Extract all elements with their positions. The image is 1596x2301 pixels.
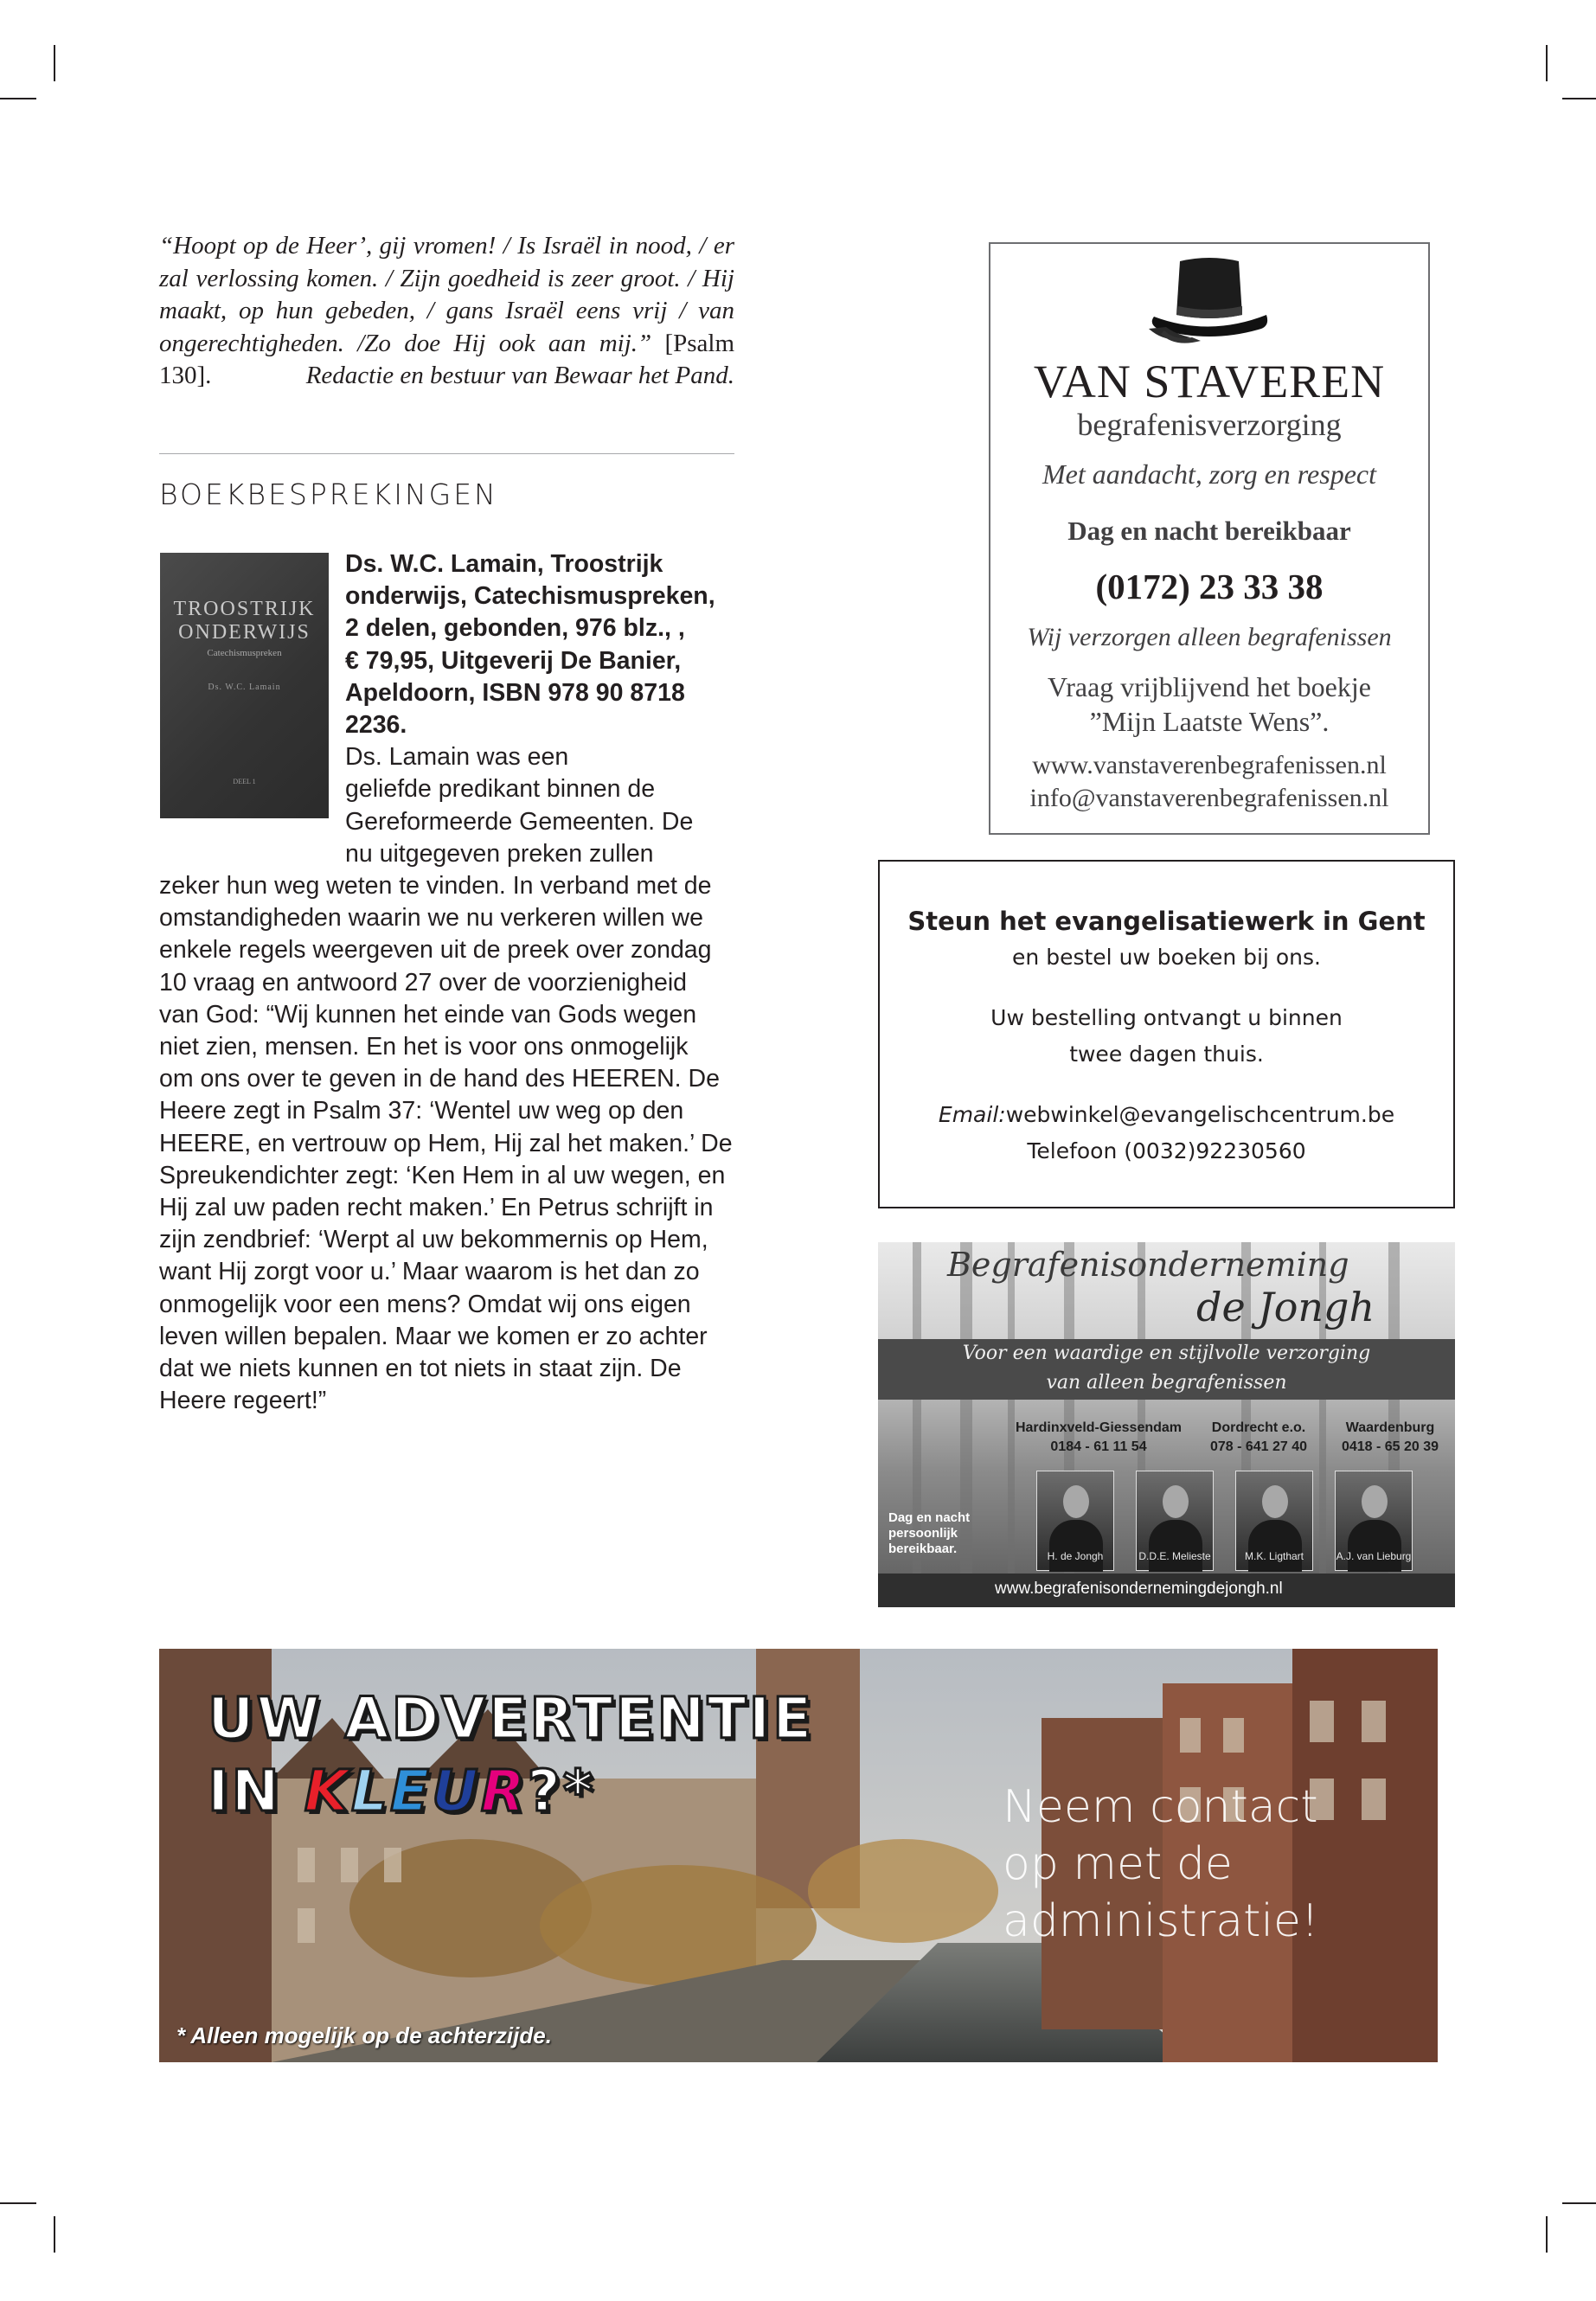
person-name: M.K. Ligthart bbox=[1244, 1550, 1304, 1562]
ad-booklet-line: ”Mijn Laatste Wens”. bbox=[1089, 706, 1330, 737]
availability-line: Dag en nacht bbox=[888, 1510, 971, 1525]
crop-mark bbox=[1546, 2216, 1548, 2253]
ad-location-phone: 0418 - 65 20 39 bbox=[1341, 1439, 1439, 1454]
ad-business-type: begrafenisverzorging bbox=[1077, 407, 1342, 442]
section-divider bbox=[159, 453, 734, 454]
crop-mark bbox=[1546, 45, 1548, 81]
book-review bbox=[159, 548, 735, 1417]
color-ad-banner bbox=[159, 1649, 1438, 2062]
banner-prefix: IN bbox=[208, 1758, 304, 1824]
review-text-line: Heere regeert!” bbox=[159, 1387, 327, 1415]
kleur-letter: L bbox=[350, 1758, 390, 1824]
review-text-line: Gereformeerde Gemeenten. De bbox=[345, 807, 694, 836]
review-text-line: omstandigheden waarin we nu verkeren willen we bbox=[159, 904, 703, 933]
review-text-line: om ons over te geven in de hand des HEEREN. De bbox=[159, 1065, 720, 1093]
ad-text-line: Uw bestelling ontvangt u binnen bbox=[990, 1005, 1343, 1030]
review-heading-line: Ds. W.C. Lamain, Troostrijk bbox=[345, 550, 663, 578]
crop-mark bbox=[0, 2202, 36, 2204]
ad-booklet-line: Vraag vrijblijvend het boekje bbox=[1048, 671, 1371, 702]
crop-mark bbox=[54, 45, 55, 81]
ad-slogan-line: van alleen begrafenissen bbox=[1046, 1372, 1287, 1394]
review-text-line: Spreukendichter zegt: ‘Ken Hem in al uw wegen, en bbox=[159, 1161, 726, 1189]
review-heading-line: onderwijs, Catechismuspreken, bbox=[345, 582, 715, 611]
review-text-line: Heere zegt in Psalm 37: ‘Wentel uw weg op den bbox=[159, 1097, 684, 1125]
review-text-line: enkele regels weergeven uit de preek over zondag bbox=[159, 936, 712, 965]
ad-website-link[interactable]: www.vanstaverenbegrafenissen.nl bbox=[1032, 751, 1387, 779]
kleur-letter: K bbox=[304, 1758, 351, 1824]
banner-suffix: ?* bbox=[527, 1758, 596, 1824]
crop-mark bbox=[1562, 98, 1596, 99]
review-text-line: zeker hun weg weten te vinden. In verband met de bbox=[159, 872, 712, 901]
quote-text: “Hoopt op de Heer’, gij vromen! / Is Israël in nood, / er zal verlossing komen. / Zijn goedheid is zeer groot. / Hij maakt, op hun gebeden, / gans Israël eens vrij / van ongerechtigheden. /Zo doe Hij ook aan mij.” bbox=[159, 232, 734, 357]
banner-headline-2 bbox=[208, 1758, 595, 1824]
quote-reference: [Psalm 130]. bbox=[159, 329, 734, 389]
ad-business-name: VAN STAVEREN bbox=[1033, 356, 1386, 407]
email-label: Email: bbox=[938, 1102, 1006, 1127]
ad-email-link[interactable]: webwinkel@evangelischcentrum.be bbox=[1005, 1102, 1395, 1127]
review-text-line: geliefde predikant binnen de bbox=[345, 775, 656, 804]
review-text-line: niet zien, mensen. En het is voor ons onmogelijk bbox=[159, 1033, 689, 1061]
contact-line: administratie! bbox=[1003, 1895, 1319, 1947]
review-text-line: HEERE, en vertrouw op Hem, Hij zal het maken.’ De bbox=[159, 1129, 733, 1157]
review-text-line: 10 vraag en antwoord 27 over de voorzienigheid bbox=[159, 968, 687, 997]
review-text-line: leven willen bepalen. Maar we komen er zo achter bbox=[159, 1322, 708, 1350]
review-text-line: nu uitgegeven preken zullen bbox=[345, 839, 654, 868]
availability-line: bereikbaar. bbox=[888, 1541, 958, 1556]
ad-location: Dordrecht e.o. bbox=[1211, 1420, 1306, 1435]
book-cover-title-2: ONDERWIJS bbox=[178, 621, 311, 644]
book-cover-author: Ds. W.C. Lamain bbox=[208, 683, 281, 692]
ad-tagline: Met aandacht, zorg en respect bbox=[1042, 458, 1376, 490]
review-heading-line: 2 delen, gebonden, 976 blz., , bbox=[345, 614, 685, 643]
review-heading-line: € 79,95, Uitgeverij De Banier, bbox=[345, 646, 682, 675]
ad-phone: Telefoon (0032)92230560 bbox=[1027, 1138, 1306, 1163]
banner-headline: UW ADVERTENTIE bbox=[208, 1685, 815, 1752]
review-text-line: Ds. Lamain was een bbox=[345, 743, 569, 772]
availability-line: persoonlijk bbox=[888, 1526, 958, 1541]
review-text-line: zijn zendbrief: ‘Werpt al uw bekommernis op Hem, bbox=[159, 1226, 708, 1254]
book-cover-volume: DEEL 1 bbox=[233, 778, 256, 785]
ad-availability: Dag en nacht bereikbaar bbox=[1067, 516, 1351, 546]
review-heading-line: Apeldoorn, ISBN 978 90 8718 bbox=[345, 678, 685, 707]
crop-mark bbox=[54, 2216, 55, 2253]
top-hat-icon bbox=[1140, 254, 1279, 349]
review-heading-line: 2236. bbox=[345, 711, 407, 740]
ad-title: Begrafenisonderneming bbox=[947, 1246, 1349, 1284]
kleur-letter: R bbox=[480, 1758, 528, 1824]
ad-service-note: Wij verzorgen alleen begrafenissen bbox=[1027, 623, 1392, 651]
kleur-letter: U bbox=[432, 1758, 481, 1824]
ad-location-phone: 078 - 641 27 40 bbox=[1209, 1439, 1308, 1454]
ad-text-line: en bestel uw boeken bij ons. bbox=[1012, 945, 1321, 970]
crop-mark bbox=[0, 98, 36, 99]
ad-de-jongh bbox=[878, 1242, 1455, 1607]
ad-location: Waardenburg bbox=[1345, 1420, 1435, 1435]
ad-location: Hardinxveld-Giessendam bbox=[1015, 1420, 1183, 1435]
ad-slogan-band bbox=[878, 1339, 1455, 1400]
ad-evangelisatie-gent bbox=[878, 860, 1455, 1208]
crop-mark bbox=[1562, 2202, 1596, 2204]
review-text-line: onmogelijk voor een mens? Omdat wij ons eigen bbox=[159, 1290, 691, 1318]
person-name: H. de Jongh bbox=[1047, 1550, 1104, 1562]
ad-website-link[interactable]: www.begrafenisondernemingdejongh.nl bbox=[995, 1580, 1283, 1598]
ad-email-link[interactable]: info@vanstaverenbegrafenissen.nl bbox=[1029, 784, 1389, 812]
quote-signoff: Redactie en bestuur van Bewaar het Pand. bbox=[305, 362, 734, 389]
ad-van-staveren bbox=[989, 242, 1430, 835]
contact-line: Neem contact bbox=[1003, 1781, 1318, 1833]
review-text-line: want Hij zorgt voor u.’ Maar waarom is het dan zo bbox=[159, 1258, 700, 1286]
book-cover-title-1: TROOSTRIJK bbox=[173, 598, 316, 620]
banner-footnote: * Alleen mogelijk op de achterzijde. bbox=[176, 2022, 552, 2048]
person-name: A.J. van Lieburg bbox=[1336, 1550, 1412, 1562]
banner-contact-text bbox=[1003, 1779, 1319, 1950]
person-name: D.D.E. Melieste bbox=[1138, 1550, 1211, 1562]
ad-availability bbox=[888, 1510, 970, 1557]
book-cover-subtitle: Catechismuspreken bbox=[207, 648, 282, 658]
review-text-line: dat we niets kunnen en tot niets in staat zijn. De bbox=[159, 1355, 682, 1383]
ad-title-name: de Jongh bbox=[1196, 1284, 1375, 1330]
ad-phone: (0172) 23 33 38 bbox=[1095, 567, 1324, 606]
ad-heading: Steun het evangelisatiewerk in Gent bbox=[907, 907, 1426, 936]
review-text-line: van God: “Wij kunnen het einde van Gods wegen bbox=[159, 1000, 697, 1029]
ad-slogan-line: Voor een waardige en stijlvolle verzorging bbox=[962, 1343, 1371, 1364]
ad-location-phone: 0184 - 61 11 54 bbox=[1050, 1439, 1147, 1454]
kleur-letter: E bbox=[390, 1758, 433, 1824]
ad-text-line: twee dagen thuis. bbox=[1069, 1042, 1264, 1067]
contact-line: op met de bbox=[1003, 1838, 1233, 1890]
review-text-line: Hij zal uw paden recht maken.’ En Petrus schrijft in bbox=[159, 1194, 714, 1222]
section-title: BOEKBESPREKINGEN bbox=[159, 478, 498, 511]
